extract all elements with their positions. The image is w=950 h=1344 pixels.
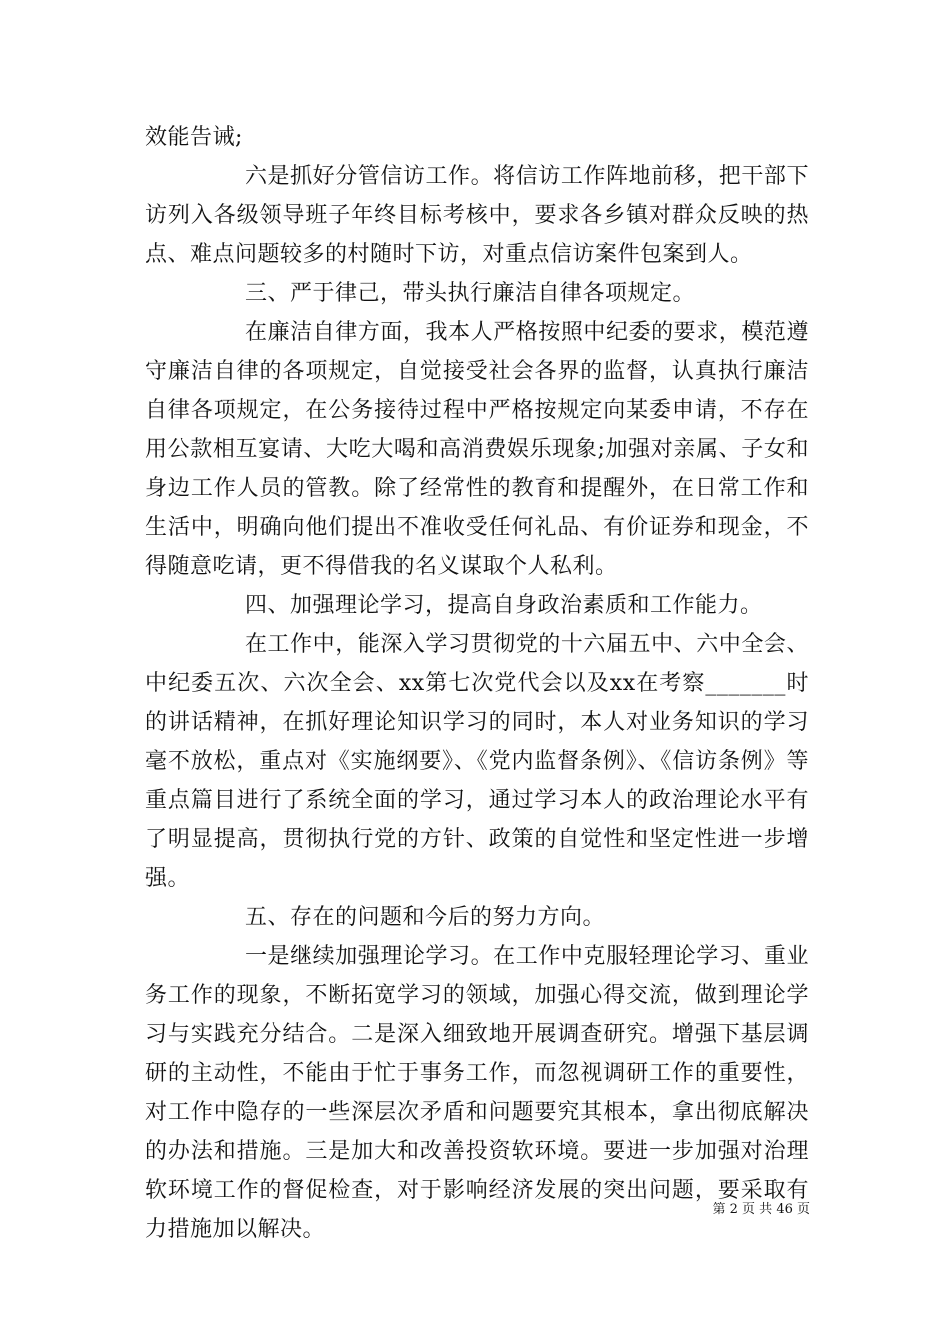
paragraph-improvement: 一是继续加强理论学习。在工作中克服轻理论学习、重业务工作的现象，不断拓宽学习的领域，加强心得交流，做到理论学习与实践充分结合。二是深入细致地开展调查研究。增强下基层调研的主动性，不能由于忙于事务工作，而忽视调研工作的重要性，对工作中隐存的一些深层次矛盾和问题要究其根本，拿出彻底解决的办法和措施。三是加大和改善投资软环境。要进一步加强对治理软环境工作的督促检查，对于影响经济发展的突出问题，要采取有力措施加以解决。 xyxy=(145,944,809,1242)
section-heading-theory-study: 四、加强理论学习，提高自身政治素质和工作能力。 xyxy=(245,593,763,618)
paragraph-self-discipline: 在廉洁自律方面，我本人严格按照中纪委的要求，模范遵守廉洁自律的各项规定，自觉接受社会各界的监督，认真执行廉洁自律各项规定，在公务接待过程中严格按规定向某委申请，不存在用公款相互宴请、大吃大喝和高消费娱乐现象;加强对亲属、子女和身边工作人员的管教。除了经常性的教育和提醒外，在日常工作和生活中，明确向他们提出不准收受任何礼品、有价证券和现金，不得随意吃请，更不得借我的名义谋取个人私利。 xyxy=(145,320,809,579)
document-body xyxy=(145,118,809,1249)
paragraph-theory-study: 在工作中，能深入学习贯彻党的十六届五中、六中全会、中纪委五次、六次全会、xx第七次党代会以及xx在考察_______时的讲话精神，在抓好理论知识学习的同时，本人对业务知识的学习毫不放松，重点对《实施纲要》、《党内监督条例》、《信访条例》等重点篇目进行了系统全面的学习，通过学习本人的政治理论水平有了明显提高，贯彻执行党的方针、政策的自觉性和坚定性进一步增强。 xyxy=(145,632,809,891)
page-number: 第 2 页 共 46 页 xyxy=(712,1202,810,1217)
paragraph-continuation: 效能告诫; xyxy=(145,125,243,150)
section-heading-problems: 五、存在的问题和今后的努力方向。 xyxy=(245,905,606,930)
paragraph-petition-work: 六是抓好分管信访工作。将信访工作阵地前移，把干部下访列入各级领导班子年终目标考核中，要求各乡镇对群众反映的热点、难点问题较多的村随时下访，对重点信访案件包案到人。 xyxy=(145,164,809,267)
section-heading-self-discipline: 三、严于律己，带头执行廉洁自律各项规定。 xyxy=(245,281,696,306)
